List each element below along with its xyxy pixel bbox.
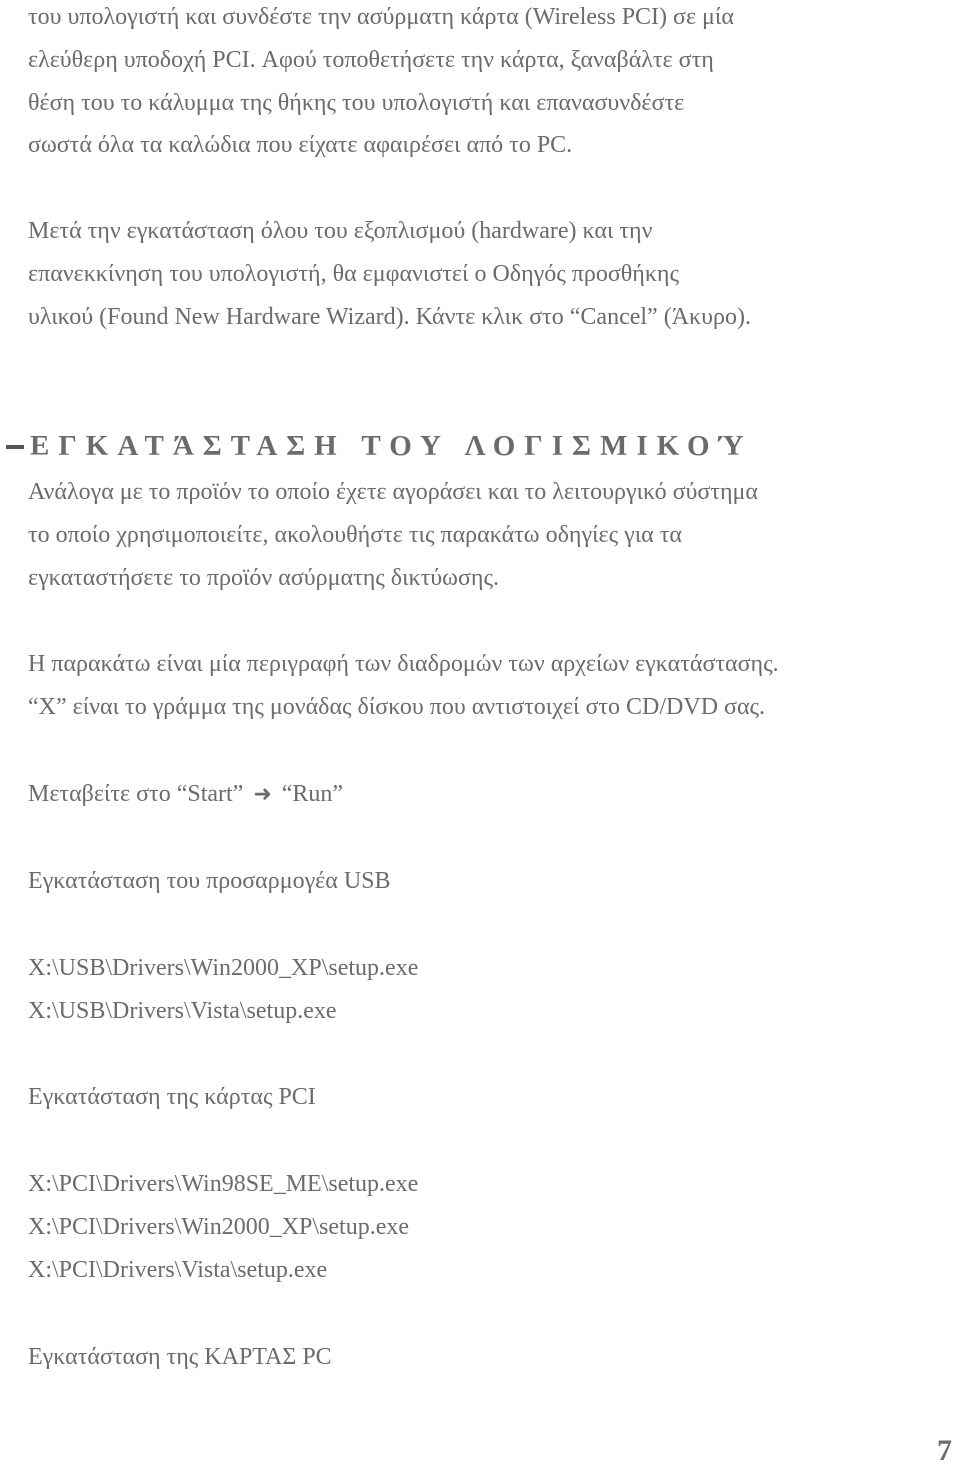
run-step bbox=[28, 779, 343, 810]
pci-path-2: X:\PCI\Drivers\Win2000_XP\setup.exe bbox=[28, 1214, 409, 1240]
paths-note-line-1: Η παρακάτω είναι μία περιγραφή των διαδρομών των αρχείων εγκατάστασης. bbox=[28, 651, 779, 677]
pci-install-title: Εγκατάσταση της κάρτας PCI bbox=[28, 1084, 316, 1110]
intro-line-2: ελεύθερη υποδοχή PCI. Αφού τοποθετήσετε την κάρτα, ξαναβάλτε στη bbox=[28, 47, 714, 73]
right-arrow-icon: ➜ bbox=[253, 782, 272, 807]
page-number: 7 bbox=[937, 1434, 952, 1467]
run-step-prefix: Μεταβείτε στο “Start” bbox=[28, 781, 244, 807]
section-intro-line-1: Ανάλογα με το προϊόν το οποίο έχετε αγοράσει και το λειτουργικό σύστημα bbox=[28, 479, 758, 505]
paths-note-line-2: “X” είναι το γράμμα της μονάδας δίσκου που αντιστοιχεί στο CD/DVD σας. bbox=[28, 694, 766, 720]
pc-card-install-title: Εγκατάσταση της ΚΑΡΤΑΣ PC bbox=[28, 1344, 332, 1370]
section-intro-line-2: το οποίο χρησιμοποιείτε, ακολουθήστε τις παρακάτω οδηγίες για τα bbox=[28, 522, 682, 548]
usb-install-title: Εγκατάσταση του προσαρμογέα USB bbox=[28, 868, 391, 894]
intro-line-1: του υπολογιστή και συνδέστε την ασύρματη κάρτα (Wireless PCI) σε μία bbox=[28, 4, 734, 30]
usb-path-1: X:\USB\Drivers\Win2000_XP\setup.exe bbox=[28, 955, 419, 981]
heading-bullet-dash bbox=[6, 445, 24, 449]
wizard-note-line-3: υλικού (Found New Hardware Wizard). Κάντε κλικ στο “Cancel” (Άκυρο). bbox=[28, 304, 751, 330]
pci-path-1: X:\PCI\Drivers\Win98SE_ME\setup.exe bbox=[28, 1171, 419, 1197]
usb-path-2: X:\USB\Drivers\Vista\setup.exe bbox=[28, 998, 337, 1024]
section-intro-line-3: εγκαταστήσετε το προϊόν ασύρματης δικτύωσης. bbox=[28, 565, 499, 591]
pci-path-3: X:\PCI\Drivers\Vista\setup.exe bbox=[28, 1257, 328, 1283]
intro-line-4: σωστά όλα τα καλώδια που είχατε αφαιρέσει από το PC. bbox=[28, 132, 573, 158]
wizard-note-line-2: επανεκκίνηση του υπολογιστή, θα εμφανιστεί ο Οδηγός προσθήκης bbox=[28, 261, 679, 287]
wizard-note-line-1: Μετά την εγκατάσταση όλου του εξοπλισμού (hardware) και την bbox=[28, 218, 653, 244]
section-heading: ΕΓΚΑΤΆΣΤΑΣΗ ΤΟΥ ΛΟΓΙΣΜΙΚΟΎ bbox=[30, 430, 753, 462]
run-step-suffix: “Run” bbox=[281, 781, 344, 807]
intro-line-3: θέση του το κάλυμμα της θήκης του υπολογιστή και επανασυνδέστε bbox=[28, 90, 685, 116]
